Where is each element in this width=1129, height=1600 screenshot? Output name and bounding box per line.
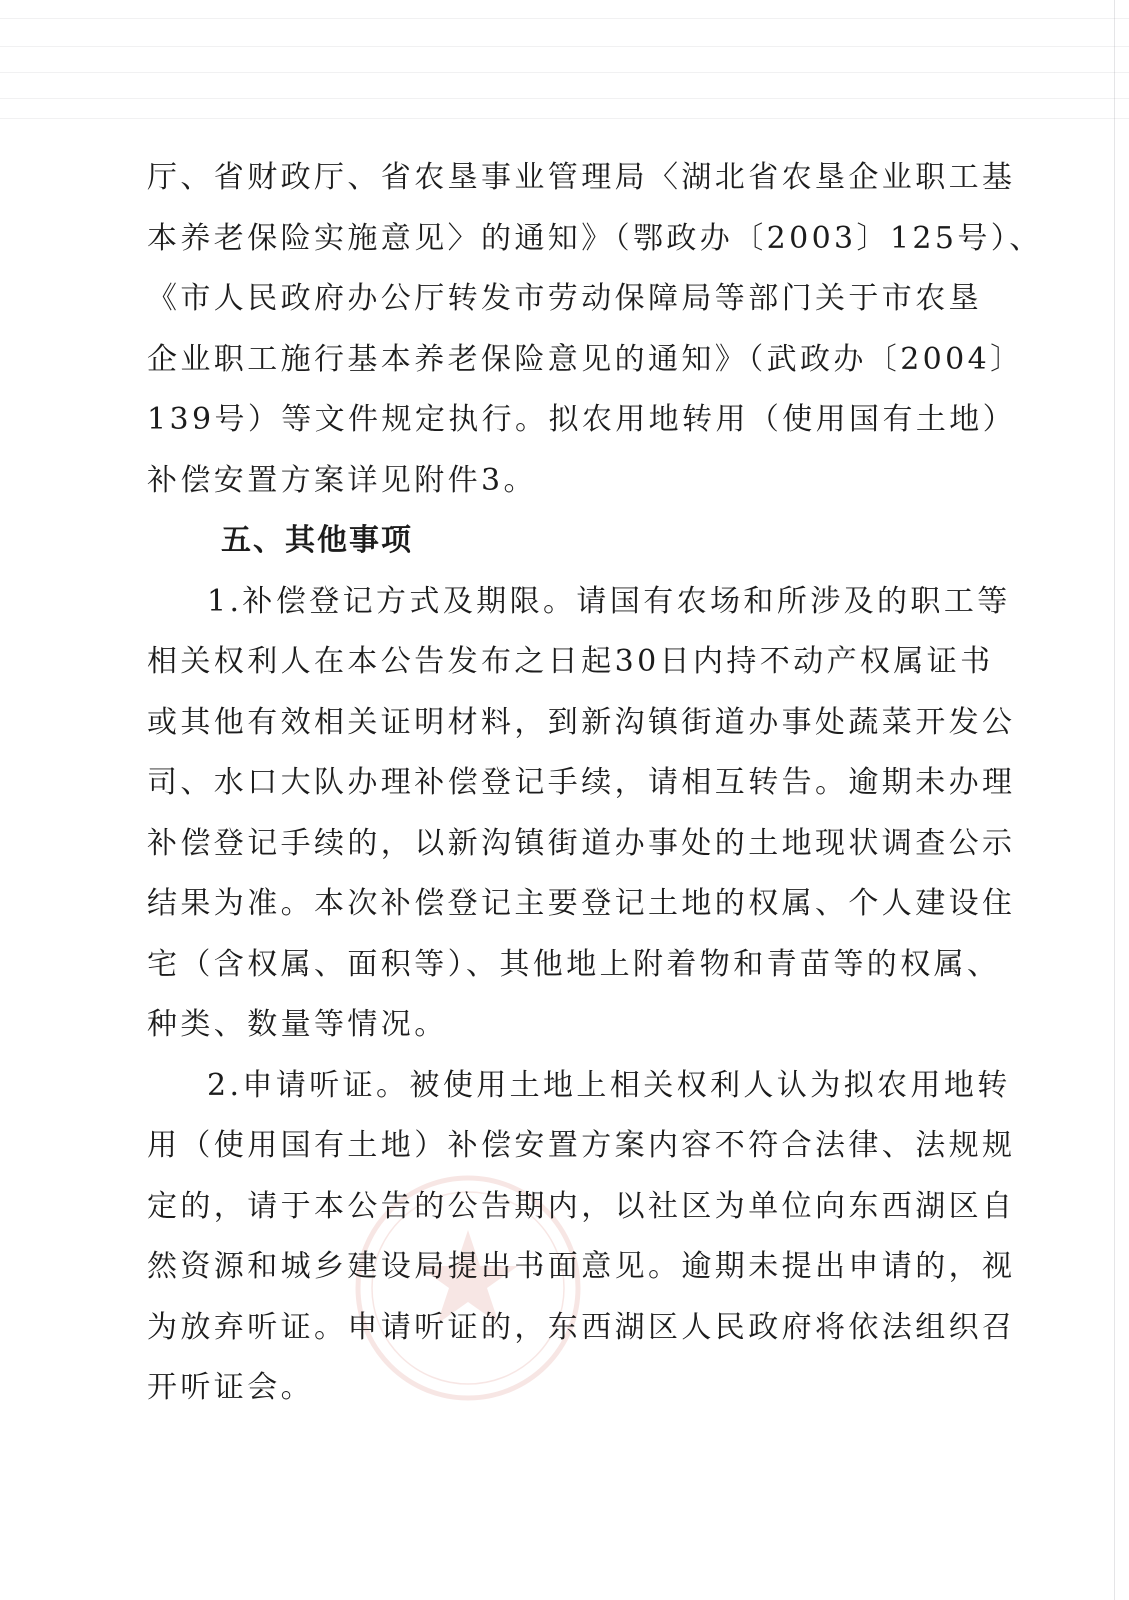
text-line: 为放弃听证。申请听证的，东西湖区人民政府将依法组织召 <box>147 1309 1016 1345</box>
text-line: 《市人民政府办公厅转发市劳动保障局等部门关于市农垦 <box>147 281 982 316</box>
text-line: 宅（含权属、面积等）、其他地上附着物和青苗等的权属、 <box>147 946 1001 982</box>
text-line: 结果为准。本次补偿登记主要登记土地的权属、个人建设住 <box>147 886 1016 921</box>
page-edge <box>1114 0 1115 1600</box>
text-line: 用（使用国有土地）补偿安置方案内容不符合法律、法规规 <box>147 1128 1016 1163</box>
scan-artifact <box>0 72 1129 73</box>
scan-artifact <box>0 98 1129 99</box>
scan-artifact <box>0 46 1129 47</box>
text-line: 本养老保险实施意见〉的通知》（鄂政办〔2003〕125号）、 <box>147 220 1043 256</box>
text-line: 2.申请听证。被使用土地上相关权利人认为拟农用地转 <box>207 1067 1011 1103</box>
scan-artifact <box>0 118 1129 119</box>
scan-artifact <box>0 18 1129 19</box>
text-line: 或其他有效相关证明材料，到新沟镇街道办事处蔬菜开发公 <box>147 704 1016 740</box>
text-line: 139号）等文件规定执行。拟农用地转用（使用国有土地） <box>147 402 1017 437</box>
text-line: 1.补偿登记方式及期限。请国有农场和所涉及的职工等 <box>207 583 1011 619</box>
document-body <box>147 148 1043 1419</box>
text-line: 补偿登记手续的，以新沟镇街道办事处的土地现状调查公示 <box>147 825 1016 861</box>
text-line: 司、水口大队办理补偿登记手续，请相互转告。逾期未办理 <box>147 765 1016 800</box>
text-line: 然资源和城乡建设局提出书面意见。逾期未提出申请的，视 <box>147 1249 1016 1284</box>
text-line: 企业职工施行基本养老保险意见的通知》（武政办〔2004〕 <box>147 341 1024 377</box>
text-line: 补偿安置方案详见附件3。 <box>147 462 537 498</box>
text-line: 开听证会。 <box>147 1370 314 1405</box>
text-line: 种类、数量等情况。 <box>147 1007 448 1042</box>
paragraph-continuation <box>147 148 1043 511</box>
text-line: 相关权利人在本公告发布之日起30日内持不动产权属证书 <box>147 644 994 679</box>
item-2-paragraph <box>147 1056 1016 1419</box>
text-line: 定的，请于本公告的公告期内，以社区为单位向东西湖区自 <box>147 1188 1016 1224</box>
text-line: 厅、省财政厅、省农垦事业管理局〈湖北省农垦企业职工基 <box>147 160 1016 195</box>
item-1-paragraph <box>147 572 1016 1056</box>
section-heading: 五、其他事项 <box>221 523 413 558</box>
